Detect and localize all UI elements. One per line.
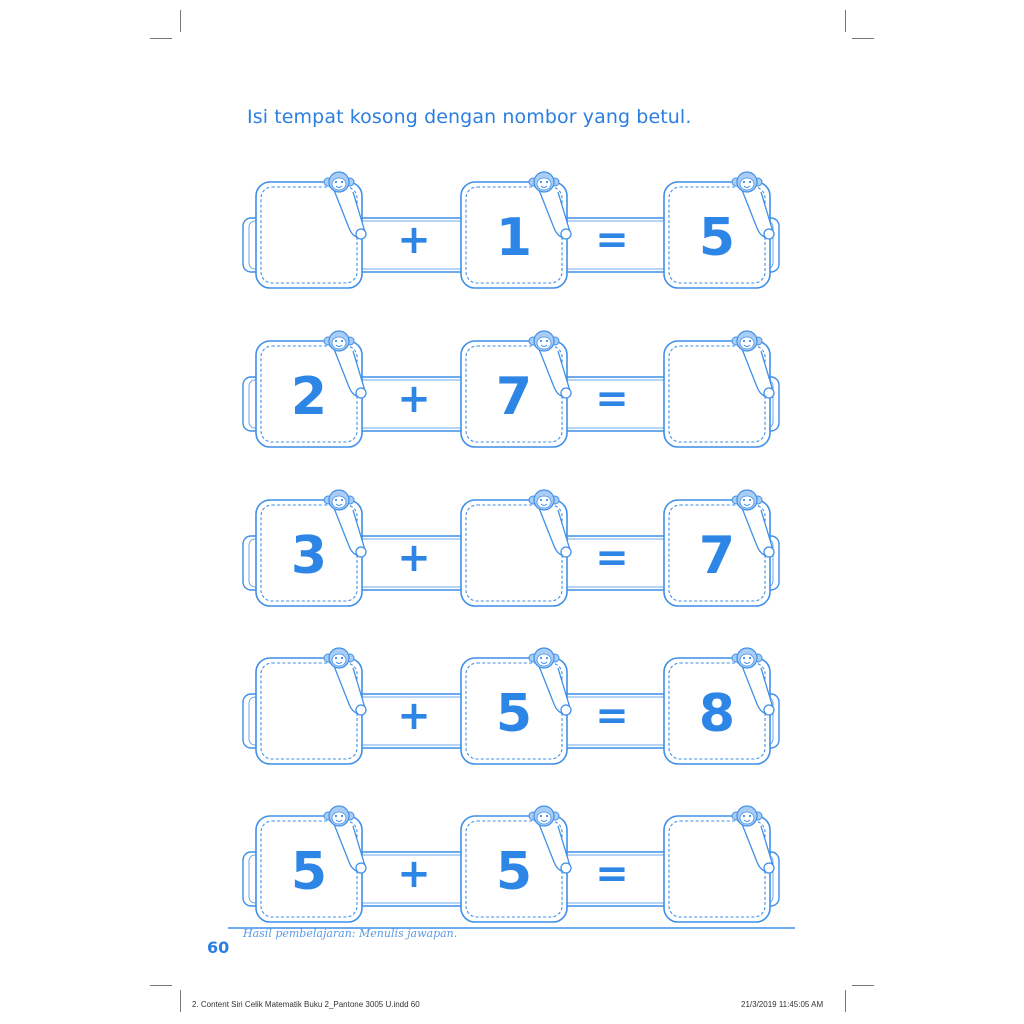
equation-row xyxy=(243,490,779,606)
result-value: 8 xyxy=(698,684,736,744)
equation-row xyxy=(243,806,779,922)
page-number: 60 xyxy=(207,938,230,957)
result-box xyxy=(664,172,774,288)
addend-a-value: 2 xyxy=(290,367,328,427)
addend-a-box xyxy=(256,806,366,922)
addend-a-box[interactable] xyxy=(256,648,366,764)
equals-sign: = xyxy=(595,376,629,422)
result-box xyxy=(664,648,774,764)
addend-a-box[interactable] xyxy=(256,172,366,288)
equals-sign: = xyxy=(595,535,629,581)
addend-b-box xyxy=(461,648,571,764)
plus-sign: + xyxy=(397,376,431,422)
result-value: 5 xyxy=(698,208,736,268)
equation-row xyxy=(243,172,779,288)
addend-b-value: 1 xyxy=(495,208,533,268)
result-value: 7 xyxy=(698,526,736,586)
slug-file: 2. Content Siri Celik Matematik Buku 2_Pantone 3005 U.indd 60 xyxy=(192,1000,420,1009)
addend-b-box xyxy=(461,172,571,288)
addend-a-box xyxy=(256,490,366,606)
addend-a-value: 3 xyxy=(290,526,328,586)
addend-b-value: 7 xyxy=(495,367,533,427)
equals-sign: = xyxy=(595,217,629,263)
result-box xyxy=(664,490,774,606)
addend-a-value: 5 xyxy=(290,842,328,902)
learning-outcome: Hasil pembelajaran: Menulis jawapan. xyxy=(243,927,458,940)
equals-sign: = xyxy=(595,851,629,897)
addend-b-box[interactable] xyxy=(461,490,571,606)
plus-sign: + xyxy=(397,851,431,897)
instruction-text: Isi tempat kosong dengan nombor yang betul. xyxy=(247,106,692,128)
result-box[interactable] xyxy=(664,331,774,447)
addend-b-value: 5 xyxy=(495,842,533,902)
plus-sign: + xyxy=(397,217,431,263)
equation-row xyxy=(243,648,779,764)
addend-b-box xyxy=(461,806,571,922)
equation-row xyxy=(243,331,779,447)
addend-a-box xyxy=(256,331,366,447)
addend-b-value: 5 xyxy=(495,684,533,744)
addend-b-box xyxy=(461,331,571,447)
plus-sign: + xyxy=(397,535,431,581)
plus-sign: + xyxy=(397,693,431,739)
slug-timestamp: 21/3/2019 11:45:05 AM xyxy=(741,1000,824,1009)
equals-sign: = xyxy=(595,693,629,739)
result-box[interactable] xyxy=(664,806,774,922)
